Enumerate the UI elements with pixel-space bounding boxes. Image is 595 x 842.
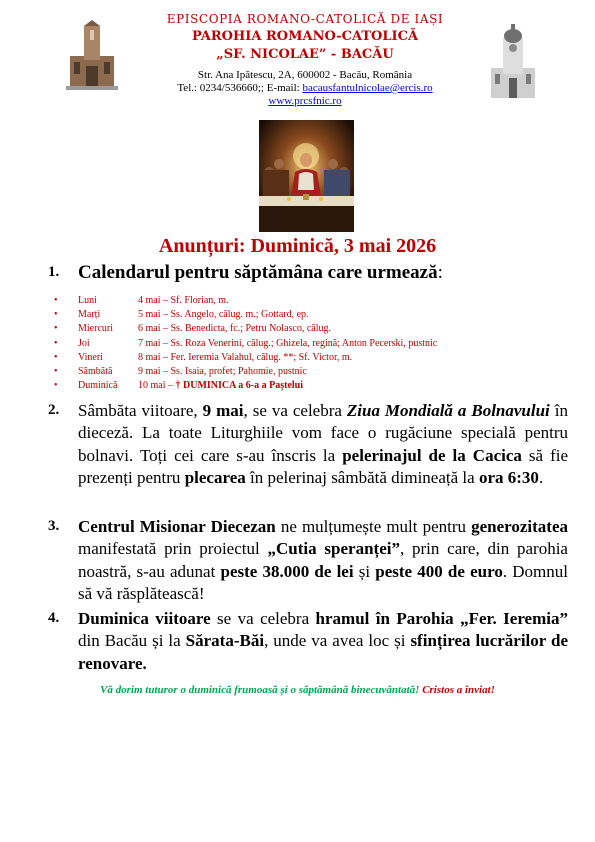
calendar-saints: Ss. Roza Venerini, călug.; Ghizela, regină; Anton Pecerski, pustnic [170, 337, 438, 349]
closing-wish [0, 684, 595, 696]
bullet-icon: • [54, 365, 58, 377]
calendar-date-entry [138, 366, 307, 377]
calendar-row [54, 366, 554, 380]
calendar-row [54, 338, 554, 352]
calendar-day: Duminică [78, 380, 118, 392]
bullet-icon: • [54, 323, 58, 335]
calendar-day: Sâmbătă [78, 365, 113, 377]
calendar-heading-colon: : [437, 262, 443, 283]
item-4-number: 4. [48, 610, 60, 626]
calendar-day: Vineri [78, 351, 103, 363]
bullet-icon: • [54, 337, 58, 349]
calendar-row [54, 295, 554, 309]
calendar-saints: Sf. Florian, m. [170, 295, 229, 306]
calendar-date: 9 mai [138, 365, 161, 377]
calendar-row-sunday [54, 380, 554, 394]
announcement-sick-day: Sâmbăta viitoare, 9 mai, se va celebra Ziua Mondială a Bolnavului în dieceză. La toate Liturghiile vom face o rugăciune specială pentru bolnavi. Toți cei care s-au înscris la pelerinajul de la Cacica să fie prezenți pentru plecarea în pelerinaj sâmbătă dimineață la ora 6:30. [78, 401, 568, 488]
calendar-date: 5 mai [138, 309, 161, 321]
calendar-separator: – [160, 351, 171, 363]
website-link[interactable]: www.prcsfnic.ro [268, 95, 342, 107]
calendar-saints: Ss. Benedicta, fc.; Petru Nolasco, călug. [170, 323, 332, 335]
calendar-separator: – [160, 337, 171, 349]
item-1-number: 1. [48, 264, 60, 280]
calendar-date-entry [138, 338, 437, 349]
calendar-heading-text: Calendarul pentru săptămâna care urmează [78, 262, 438, 283]
announcement-patronal-feast: Duminica viitoare se va celebra hramul în Parohia „Fer. Ieremia” din Bacău și la Sărata-Băi, unde va avea loc și sfințirea lucrărilor de renovare. [78, 609, 568, 673]
calendar-row [54, 309, 554, 323]
letterhead [0, 0, 595, 120]
item-3-number: 3. [48, 518, 60, 534]
calendar-row [54, 323, 554, 337]
parish-address: Str. Ana Ipătescu, 2A, 600002 - Bacău, România [197, 69, 413, 81]
parish-patron: „SF. NICOLAE” - BACĂU [216, 47, 394, 62]
item-2-number: 2. [48, 402, 60, 418]
email-link[interactable]: bacausfantulnicolae@ercis.ro [302, 82, 433, 94]
calendar-feast: † DUMINICA a 6-a a Paștelui [175, 380, 303, 392]
calendar-separator: – [160, 309, 171, 321]
calendar-separator: – [165, 380, 176, 392]
parish-name: PAROHIA ROMANO-CATOLICĂ [191, 29, 419, 44]
bullet-icon: • [54, 309, 58, 321]
calendar-day: Miercuri [78, 323, 113, 335]
page-title: Anunțuri: Duminică, 3 mai 2026 [158, 235, 437, 257]
church-left-image [66, 20, 118, 90]
calendar-date: 8 mai [138, 351, 161, 363]
calendar-date-entry [138, 309, 309, 320]
calendar-row [54, 352, 554, 366]
calendar-heading [78, 262, 443, 284]
calendar-saints: Fer. Ieremia Valahul, călug. **; Sf. Victor, m. [170, 351, 353, 363]
calendar-day: Luni [78, 295, 97, 306]
calendar-date-entry [138, 295, 229, 306]
announcement-hope-box: Centrul Misionar Diecezan ne mulțumește mult pentru generozitatea manifestată prin proiectul „Cutia speranței”, prin care, din parohia noastră, s-au adunat peste 38.000 de lei și peste 400 de euro. Domnul să vă răsplătească! [78, 517, 568, 604]
last-supper-image [259, 120, 354, 232]
phone-label: Tel.: 0234/536660;; E-mail: [177, 82, 303, 94]
easter-greeting: Cristos a înviat! [422, 684, 495, 696]
calendar-date-entry [138, 323, 331, 334]
calendar-day: Joi [78, 337, 90, 349]
bullet-icon: • [54, 380, 58, 392]
bullet-icon: • [54, 295, 58, 306]
calendar-separator: – [160, 323, 171, 335]
calendar-date-entry [138, 380, 303, 391]
calendar-day: Marți [78, 309, 101, 321]
calendar-saints: Ss. Angelo, călug. m.; Gottard, ep. [170, 309, 309, 321]
calendar-date-entry [138, 352, 352, 363]
weekly-calendar [54, 295, 554, 394]
church-right-image [489, 24, 537, 100]
calendar-date: 6 mai [138, 323, 161, 335]
calendar-date: 7 mai [138, 337, 161, 349]
calendar-date: 10 mai [138, 380, 166, 392]
calendar-saints: Ss. Isaia, profet; Pahomie, pustnic [170, 365, 307, 377]
calendar-separator: – [160, 295, 171, 306]
calendar-date: 4 mai [138, 295, 161, 306]
diocese-name: EPISCOPIA ROMANO-CATOLICĂ DE IAȘI [166, 12, 444, 26]
contact-line [120, 82, 490, 94]
closing-wish-text: Vă dorim tuturor o duminică frumoasă și o săptămână binecuvântată! [100, 684, 423, 696]
bullet-icon: • [54, 351, 58, 363]
calendar-separator: – [160, 365, 171, 377]
